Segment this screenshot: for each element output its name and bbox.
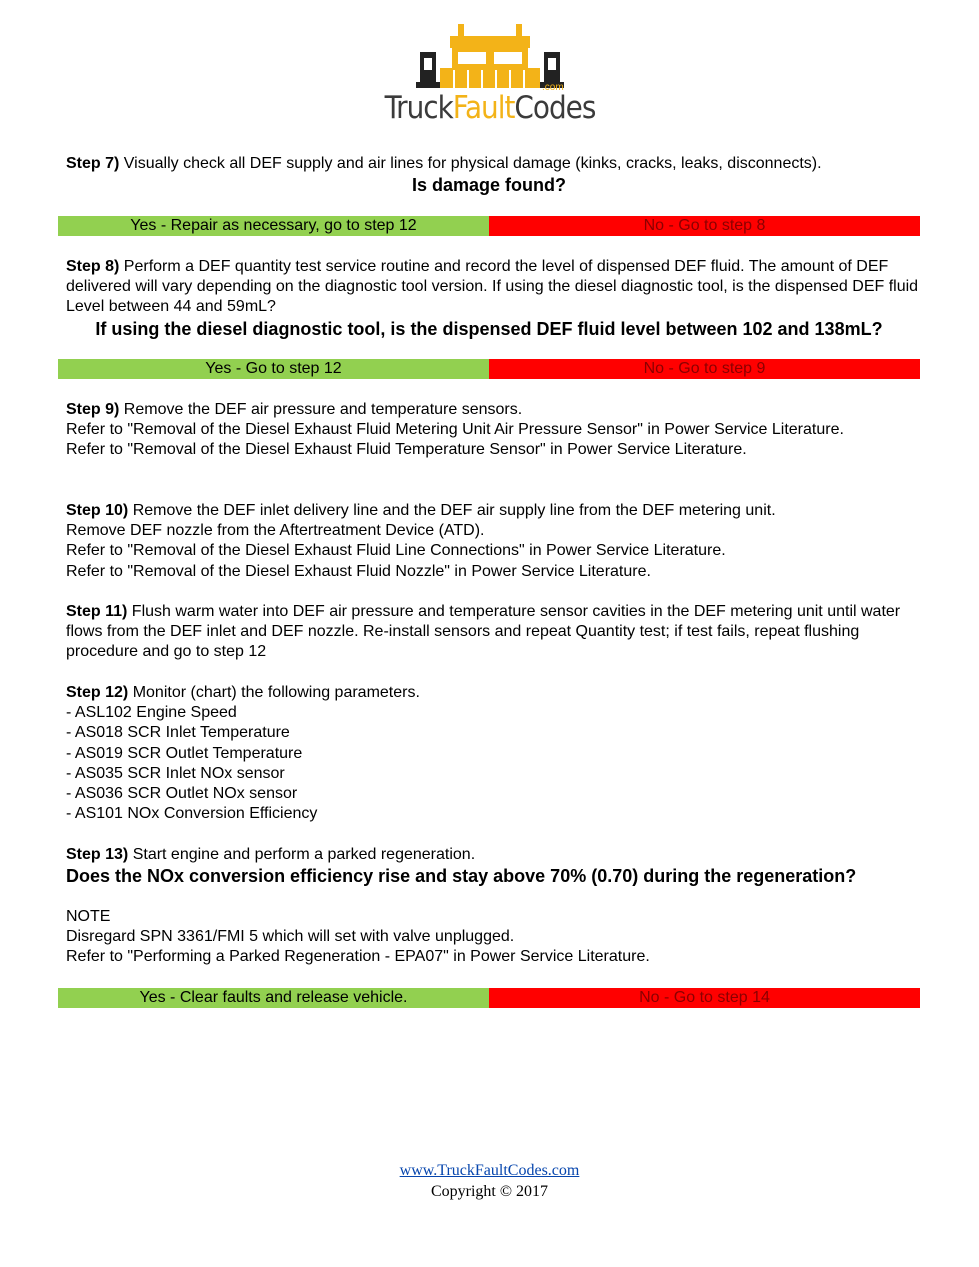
step-11-label: Step 11) (66, 603, 128, 620)
step-12-label: Step 12) (66, 684, 129, 701)
logo-word-fault: Fault (452, 90, 515, 126)
step-12 (66, 683, 922, 824)
step-7-question: Is damage found? (411, 175, 566, 195)
step-7-text: Visually check all DEF supply and air lines for physical damage (kinks, cracks, leaks, disconnects). (119, 155, 822, 172)
step-13-question: Does the NOx conversion efficiency rise and stay above 70% (0.70) during the regeneration? (66, 866, 857, 886)
website-link[interactable]: www.TruckFaultCodes.com (399, 1162, 580, 1179)
step-13-text: Start engine and perform a parked regeneration. (128, 846, 476, 863)
step-8-no-option: No - Go to step 9 (489, 359, 920, 379)
parameter-item: - AS036 SCR Outlet NOx sensor (66, 785, 298, 803)
logo-word-truck: Truck (384, 90, 453, 126)
note-title: NOTE (66, 908, 111, 925)
step-13-yes-option: Yes - Clear faults and release vehicle. (58, 988, 489, 1008)
step-11 (66, 602, 922, 663)
step-9-text: Remove the DEF air pressure and temperature sensors. (119, 401, 523, 418)
step-10-line: Refer to "Removal of the Diesel Exhaust Fluid Line Connections" in Power Service Literature. (66, 542, 726, 560)
step-8 (66, 257, 922, 318)
step-11-text: Flush warm water into DEF air pressure and temperature sensor cavities in the DEF metering unit until water flows from the DEF inlet and DEF nozzle. Re-install sensors and repeat Quantity test; if test fails, repeat flushing procedure and go to step 12 (66, 603, 901, 661)
step-10-line: Remove DEF nozzle from the Aftertreatment Device (ATD). (66, 522, 485, 540)
step-7-no-option: No - Go to step 8 (489, 216, 920, 236)
logo-wordmark (380, 90, 600, 126)
truck-fault-codes-logo (380, 20, 600, 128)
step-13-no-option: No - Go to step 14 (489, 988, 920, 1008)
logo-com-suffix: .com (542, 82, 564, 93)
step-13 (66, 845, 922, 865)
step-8-label: Step 8) (66, 258, 120, 275)
step-9 (66, 400, 922, 461)
logo-word-codes: Codes (514, 90, 596, 126)
parameter-item: - AS101 NOx Conversion Efficiency (66, 805, 318, 823)
parameter-item: - AS035 SCR Inlet NOx sensor (66, 764, 285, 782)
step-9-line: Refer to "Removal of the Diesel Exhaust Fluid Temperature Sensor" in Power Service Literature. (66, 441, 747, 459)
step-10-label: Step 10) (66, 502, 129, 519)
step-8-text: Perform a DEF quantity test service routine and record the level of dispensed DEF fluid. The amount of DEF delivered will vary depending on the diagnostic tool version. If using the diesel diagnostic tool, is the dispensed DEF fluid Level between 44 and 59mL? (66, 258, 919, 316)
step-10-line: Refer to "Removal of the Diesel Exhaust Fluid Nozzle" in Power Service Literature. (66, 562, 651, 580)
parameter-item: - ASL102 Engine Speed (66, 704, 237, 722)
note-line: Disregard SPN 3361/FMI 5 which will set with valve unplugged. (66, 928, 515, 946)
step-8-answer-bar (58, 359, 920, 379)
parameter-item: - AS018 SCR Inlet Temperature (66, 724, 290, 742)
step-7-answer-bar (58, 216, 920, 236)
note-line: Refer to "Performing a Parked Regeneration - EPA07" in Power Service Literature. (66, 948, 650, 966)
step-13-note (66, 907, 922, 968)
step-13-answer-bar (58, 988, 920, 1008)
step-8-yes-option: Yes - Go to step 12 (58, 359, 489, 379)
step-7-yes-option: Yes - Repair as necessary, go to step 12 (58, 216, 489, 236)
step-8-question: If using the diesel diagnostic tool, is the dispensed DEF fluid level between 102 and 138mL? (95, 319, 883, 339)
step-9-label: Step 9) (66, 401, 120, 418)
parameter-item: - AS019 SCR Outlet Temperature (66, 744, 303, 762)
step-10 (66, 501, 922, 582)
step-12-text: Monitor (chart) the following parameters. (128, 684, 420, 701)
step-10-text: Remove the DEF inlet delivery line and the DEF air supply line from the DEF metering unit. (128, 502, 776, 519)
footer (0, 1160, 979, 1202)
truck-icon (380, 20, 600, 90)
step-13-label: Step 13) (66, 846, 129, 863)
step-7-label: Step 7) (66, 155, 120, 172)
step-9-line: Refer to "Removal of the Diesel Exhaust Fluid Metering Unit Air Pressure Sensor" in Power Service Literature. (66, 421, 844, 439)
copyright-text: Copyright © 2017 (430, 1183, 549, 1200)
step-7 (66, 154, 922, 174)
